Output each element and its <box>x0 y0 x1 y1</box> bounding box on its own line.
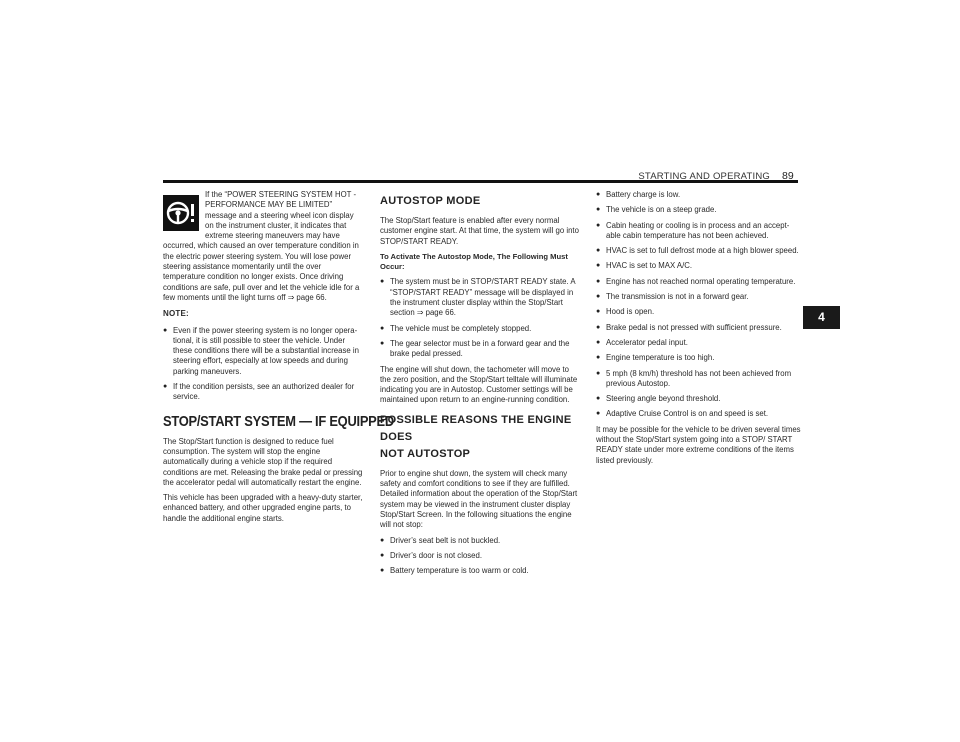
list-item: ● If the condition persists, see an authorized dealer for service. <box>163 382 363 403</box>
list-item: ● The vehicle is on a steep grade. <box>596 205 801 215</box>
column-2 <box>380 190 580 581</box>
list-item: ● The vehicle must be completely stopped. <box>380 324 580 334</box>
list-item: ● 5 mph (8 km/h) threshold has not been achieved from previous Autostop. <box>596 369 801 390</box>
list-item: ● Engine temperature is too high. <box>596 353 801 363</box>
stop-start-page-link[interactable]: page 66. <box>425 308 456 318</box>
note-list <box>163 326 363 403</box>
steering-wheel-warning-icon <box>163 195 199 231</box>
list-item: ● HVAC is set to MAX A/C. <box>596 261 801 271</box>
closing-paragraph: It may be possible for the vehicle to be driven several times without the Stop/Start system going into a STOP/ START READY state under more extreme conditions of the items listed previously. <box>596 424 801 465</box>
page-number: 89 <box>782 170 794 182</box>
list-item: ● HVAC is set to full defrost mode at a high blower speed. <box>596 246 801 256</box>
warning-paragraph: If the “POWER STEERING SYSTEM HOT - PERFORMANCE MAY BE LIMITED” message and a steering wheel icon display on the instrument cluster, it indicates that extreme steering maneuvers may have occurred, which caused an over temperature condition in the electric power steering system. You will lose power steering assistance momentarily until the over temperature condition no longer exists. Once driving conditions are safe, pull over and let the vehicle idle for a few moments until the light turns off ⇒ page 66. <box>163 190 360 302</box>
note-label: NOTE: <box>163 309 189 319</box>
intro-paragraph: This vehicle has been upgraded with a heavy-duty starter, enhanced battery, and other upgraded engine parts, to handle the additional engine starts. <box>163 493 363 523</box>
list-item: ● Driver’s door is not closed. <box>380 551 580 561</box>
page-reference-arrow-icon: ⇒ <box>416 308 424 318</box>
list-item: ● Cabin heating or cooling is in process and an accept-able cabin temperature has not been achieved. <box>596 221 801 242</box>
running-header-title: STARTING AND OPERATING <box>638 171 770 182</box>
autostop-after-paragraph: The engine will shut down, the tachometer will move to the zero position, and the Stop/Start telltale will illuminate indicating you are in Autostop. Customer settings will be maintained upon return to an engine-running condition. <box>380 364 578 405</box>
reasons-heading: POSSIBLE REASONS THE ENGINE DOES NOT AUTOSTOP <box>380 413 572 460</box>
list-item: ● Hood is open. <box>596 307 801 317</box>
must-occur-label: To Activate The Autostop Mode, The Following Must Occur: <box>380 251 568 272</box>
autostop-heading: AUTOSTOP MODE <box>380 195 481 207</box>
warning-page-link[interactable]: page 66. <box>296 292 327 302</box>
list-item: ● Accelerator pedal input. <box>596 338 801 348</box>
warning-block <box>163 190 363 303</box>
list-item: ● Battery temperature is too warm or cold. <box>380 566 580 576</box>
reasons-list-part-2 <box>596 190 801 420</box>
must-occur-list <box>380 277 580 359</box>
list-item: ● The system must be in STOP/START READY state. A “STOP/START READY” message will be displayed in the instrument cluster display within the Stop/Start section ⇒ page 66. <box>380 277 580 318</box>
column-3 <box>596 190 801 471</box>
list-item: ● Engine has not reached normal operating temperature. <box>596 277 801 287</box>
autostop-intro: The Stop/Start feature is enabled after every normal customer engine start. At that time, the system will go into STOP/START READY. <box>380 216 579 246</box>
intro-paragraph: The Stop/Start function is designed to reduce fuel consumption. The system will stop the engine automatically during a vehicle stop if the required conditions are met. Releasing the brake pedal or pressing the accelerator pedal will automatically restart the engine. <box>163 436 363 487</box>
reasons-list-part-1 <box>380 536 580 577</box>
page-reference-arrow-icon: ⇒ <box>287 292 295 302</box>
list-item: ● Steering angle beyond threshold. <box>596 394 801 404</box>
chapter-tab: 4 <box>803 306 840 329</box>
reasons-intro: Prior to engine shut down, the system will check many safety and comfort conditions to see if they are fulfilled. Detailed information about the operation of the Stop/Start system may be viewed in the instrument cluster display Stop/Start Screen. In the following situations the engine will not stop: <box>380 468 578 530</box>
list-item: ● The gear selector must be in a forward gear and the brake pedal pressed. <box>380 339 580 360</box>
column-1 <box>163 190 394 529</box>
list-item: ● Brake pedal is not pressed with sufficient pressure. <box>596 323 801 333</box>
list-item: ● Adaptive Cruise Control is on and speed is set. <box>596 409 801 419</box>
list-item: ● Battery charge is low. <box>596 190 801 200</box>
list-item: ● The transmission is not in a forward gear. <box>596 292 801 302</box>
list-item: ● Driver’s seat belt is not buckled. <box>380 536 580 546</box>
list-item: ● Even if the power steering system is no longer opera-tional, it is still possible to steer the vehicle. Under these conditions there will be a substantial increase in steering effort, especially at low speeds and during parking maneuvers. <box>163 326 363 377</box>
section-heading: STOP/START SYSTEM — IF EQUIPPED <box>163 412 394 430</box>
